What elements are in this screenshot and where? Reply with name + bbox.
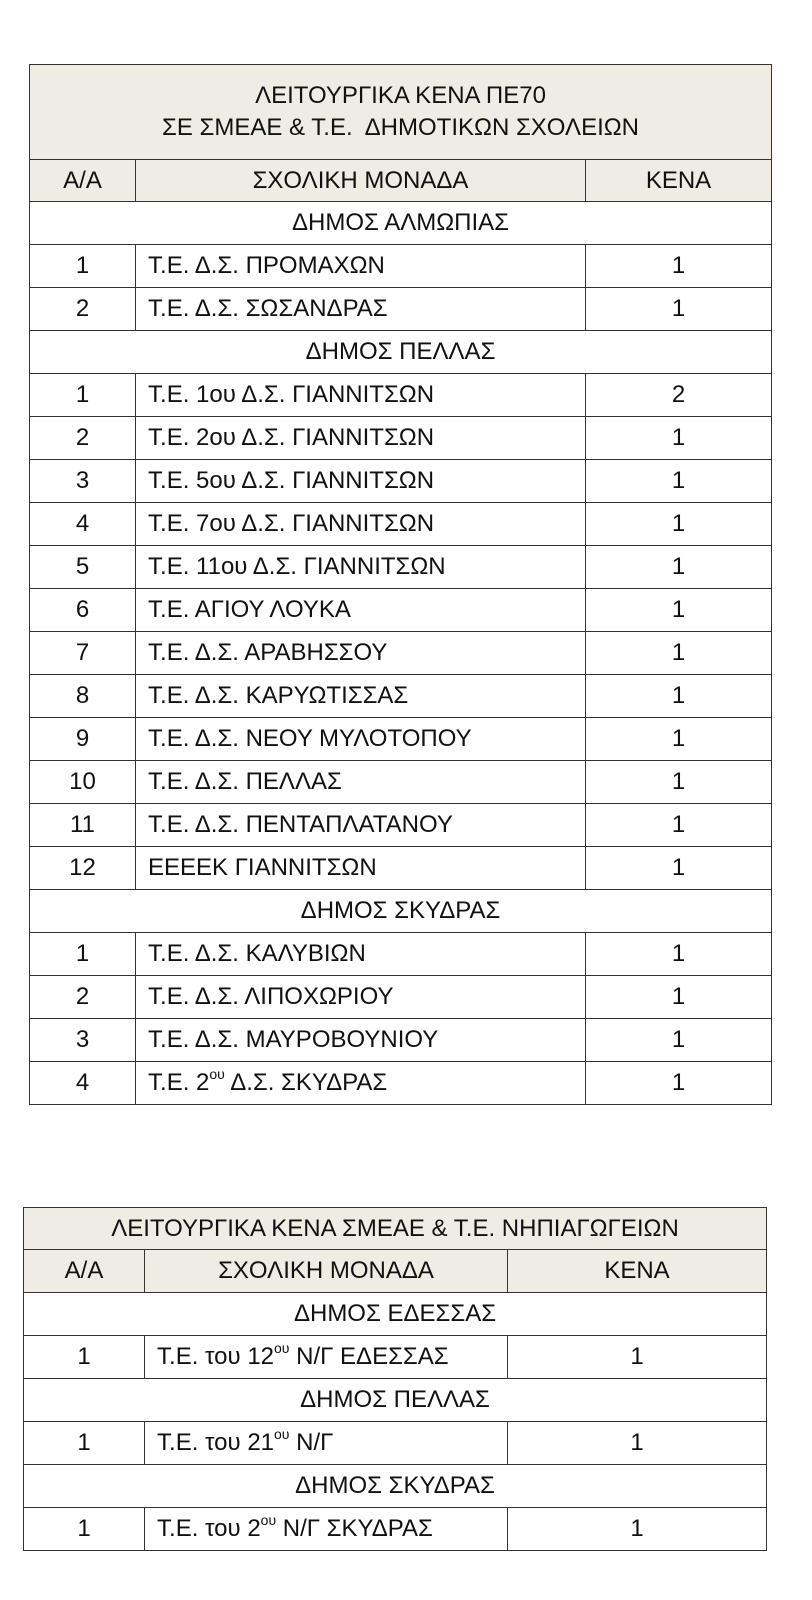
header-kena: ΚΕΝΑ — [586, 160, 772, 202]
cell-kena: 1 — [586, 546, 772, 589]
cell-kena: 1 — [586, 1019, 772, 1062]
school-name-post: Ν/Γ — [289, 1429, 334, 1456]
cell-aa: 9 — [30, 718, 136, 761]
header-aa: Α/Α — [30, 160, 136, 202]
header-school: ΣΧΟΛΙΚΗ ΜΟΝΑΔΑ — [136, 160, 586, 202]
cell-aa: 4 — [30, 503, 136, 546]
cell-school: Τ.Ε. Δ.Σ. ΚΑΡΥΩΤΙΣΣΑΣ — [136, 675, 586, 718]
table-row — [30, 589, 772, 632]
table-row — [30, 933, 772, 976]
cell-kena: 1 — [586, 245, 772, 288]
cell-kena: 2 — [586, 374, 772, 417]
cell-aa: 7 — [30, 632, 136, 675]
header-row — [24, 1250, 767, 1293]
section-header: ΔΗΜΟΣ ΑΛΜΩΠΙΑΣ — [30, 202, 772, 245]
cell-kena: 1 — [586, 718, 772, 761]
cell-kena: 1 — [586, 804, 772, 847]
table-row — [24, 1422, 767, 1465]
cell-aa: 2 — [30, 417, 136, 460]
cell-aa: 3 — [30, 460, 136, 503]
table-title-line2: ΣΕ ΣΜΕΑΕ & Τ.Ε. ΔΗΜΟΤΙΚΩΝ ΣΧΟΛΕΙΩΝ — [162, 114, 640, 141]
school-name-pre: Τ.Ε. 2 — [148, 1069, 210, 1096]
cell-aa: 4 — [30, 1062, 136, 1105]
table-row — [30, 718, 772, 761]
cell-school: Τ.Ε. Δ.Σ. ΛΙΠΟΧΩΡΙΟΥ — [136, 976, 586, 1019]
ordinal-superscript: ου — [209, 1066, 225, 1082]
cell-school — [145, 1422, 508, 1465]
table-row — [30, 847, 772, 890]
cell-kena: 1 — [508, 1422, 767, 1465]
cell-kena: 1 — [586, 675, 772, 718]
cell-kena: 1 — [586, 1062, 772, 1105]
cell-school — [136, 1062, 586, 1105]
cell-kena: 1 — [586, 288, 772, 331]
cell-school: Τ.Ε. 7ου Δ.Σ. ΓΙΑΝΝΙΤΣΩΝ — [136, 503, 586, 546]
cell-school — [145, 1336, 508, 1379]
table-row — [24, 1508, 767, 1551]
section-header: ΔΗΜΟΣ ΣΚΥΔΡΑΣ — [30, 890, 772, 933]
section-header: ΔΗΜΟΣ ΠΕΛΛΑΣ — [24, 1379, 767, 1422]
cell-school: Τ.Ε. Δ.Σ. ΠΡΟΜΑΧΩΝ — [136, 245, 586, 288]
cell-aa: 3 — [30, 1019, 136, 1062]
section-header: ΔΗΜΟΣ ΕΔΕΣΣΑΣ — [24, 1293, 767, 1336]
cell-kena: 1 — [586, 976, 772, 1019]
cell-school: Τ.Ε. Δ.Σ. ΠΕΝΤΑΠΛΑΤΑΝΟΥ — [136, 804, 586, 847]
cell-school: Τ.Ε. ΑΓΙΟΥ ΛΟΥΚΑ — [136, 589, 586, 632]
cell-school: Τ.Ε. Δ.Σ. ΑΡΑΒΗΣΣΟΥ — [136, 632, 586, 675]
cell-aa: 1 — [30, 374, 136, 417]
table-row — [30, 675, 772, 718]
cell-aa: 1 — [24, 1422, 145, 1465]
ordinal-superscript: ου — [274, 1340, 290, 1356]
cell-kena: 1 — [586, 847, 772, 890]
cell-kena: 1 — [586, 417, 772, 460]
cell-school: Τ.Ε. Δ.Σ. ΚΑΛΥΒΙΩΝ — [136, 933, 586, 976]
cell-aa: 1 — [24, 1508, 145, 1551]
cell-school: Τ.Ε. Δ.Σ. ΜΑΥΡΟΒΟΥΝΙΟΥ — [136, 1019, 586, 1062]
table-row — [30, 761, 772, 804]
header-row — [30, 160, 772, 202]
cell-aa: 10 — [30, 761, 136, 804]
table-row — [30, 1062, 772, 1105]
table-row — [24, 1336, 767, 1379]
cell-aa: 11 — [30, 804, 136, 847]
cell-school: Τ.Ε. 5ου Δ.Σ. ΓΙΑΝΝΙΤΣΩΝ — [136, 460, 586, 503]
cell-kena: 1 — [586, 761, 772, 804]
cell-school: ΕΕΕΕΚ ΓΙΑΝΝΙΤΣΩΝ — [136, 847, 586, 890]
table-row — [30, 245, 772, 288]
table-title-line1: ΛΕΙΤΟΥΡΓΙΚΑ ΚΕΝΑ ΠΕ70 — [255, 82, 546, 109]
cell-school: Τ.Ε. Δ.Σ. ΠΕΛΛΑΣ — [136, 761, 586, 804]
ordinal-superscript: ου — [260, 1512, 277, 1528]
table-row — [30, 632, 772, 675]
school-name-pre: Τ.Ε. του 12 — [157, 1343, 275, 1370]
table-title — [30, 65, 772, 160]
cell-aa: 1 — [30, 933, 136, 976]
cell-school — [145, 1508, 508, 1551]
cell-aa: 2 — [30, 288, 136, 331]
cell-aa: 5 — [30, 546, 136, 589]
cell-aa: 12 — [30, 847, 136, 890]
header-kena: ΚΕΝΑ — [508, 1250, 767, 1293]
table-row — [30, 288, 772, 331]
table-row — [30, 804, 772, 847]
cell-aa: 8 — [30, 675, 136, 718]
table-row — [30, 374, 772, 417]
table-title: ΛΕΙΤΟΥΡΓΙΚΑ ΚΕΝΑ ΣΜΕΑΕ & Τ.Ε. ΝΗΠΙΑΓΩΓΕΙΩΝ — [24, 1208, 767, 1250]
header-aa: Α/Α — [24, 1250, 145, 1293]
table-dimotika — [29, 64, 772, 1105]
table-row — [30, 460, 772, 503]
table-row — [30, 546, 772, 589]
cell-school: Τ.Ε. 11ου Δ.Σ. ΓΙΑΝΝΙΤΣΩΝ — [136, 546, 586, 589]
cell-kena: 1 — [586, 503, 772, 546]
cell-kena: 1 — [586, 632, 772, 675]
table-row — [30, 976, 772, 1019]
cell-school: Τ.Ε. Δ.Σ. ΝΕΟΥ ΜΥΛΟΤΟΠΟΥ — [136, 718, 586, 761]
cell-kena: 1 — [586, 589, 772, 632]
cell-aa: 1 — [24, 1336, 145, 1379]
cell-aa: 6 — [30, 589, 136, 632]
section-header: ΔΗΜΟΣ ΣΚΥΔΡΑΣ — [24, 1465, 767, 1508]
school-name-post: Ν/Γ ΕΔΕΣΣΑΣ — [289, 1343, 449, 1370]
ordinal-superscript: ου — [274, 1426, 290, 1442]
school-name-pre: Τ.Ε. του 2 — [157, 1515, 261, 1542]
table-row — [30, 417, 772, 460]
cell-school: Τ.Ε. Δ.Σ. ΣΩΣΑΝΔΡΑΣ — [136, 288, 586, 331]
cell-school: Τ.Ε. 1ου Δ.Σ. ΓΙΑΝΝΙΤΣΩΝ — [136, 374, 586, 417]
cell-kena: 1 — [508, 1508, 767, 1551]
cell-aa: 2 — [30, 976, 136, 1019]
school-name-pre: Τ.Ε. του 21 — [157, 1429, 275, 1456]
cell-kena: 1 — [508, 1336, 767, 1379]
school-name-post: Δ.Σ. ΣΚΥΔΡΑΣ — [224, 1069, 388, 1096]
header-school: ΣΧΟΛΙΚΗ ΜΟΝΑΔΑ — [145, 1250, 508, 1293]
cell-aa: 1 — [30, 245, 136, 288]
cell-kena: 1 — [586, 460, 772, 503]
table-nipiagogeia — [23, 1207, 767, 1551]
table-row — [30, 1019, 772, 1062]
cell-school: Τ.Ε. 2ου Δ.Σ. ΓΙΑΝΝΙΤΣΩΝ — [136, 417, 586, 460]
table-row — [30, 503, 772, 546]
section-header: ΔΗΜΟΣ ΠΕΛΛΑΣ — [30, 331, 772, 374]
cell-kena: 1 — [586, 933, 772, 976]
school-name-post: Ν/Γ ΣΚΥΔΡΑΣ — [276, 1515, 433, 1542]
